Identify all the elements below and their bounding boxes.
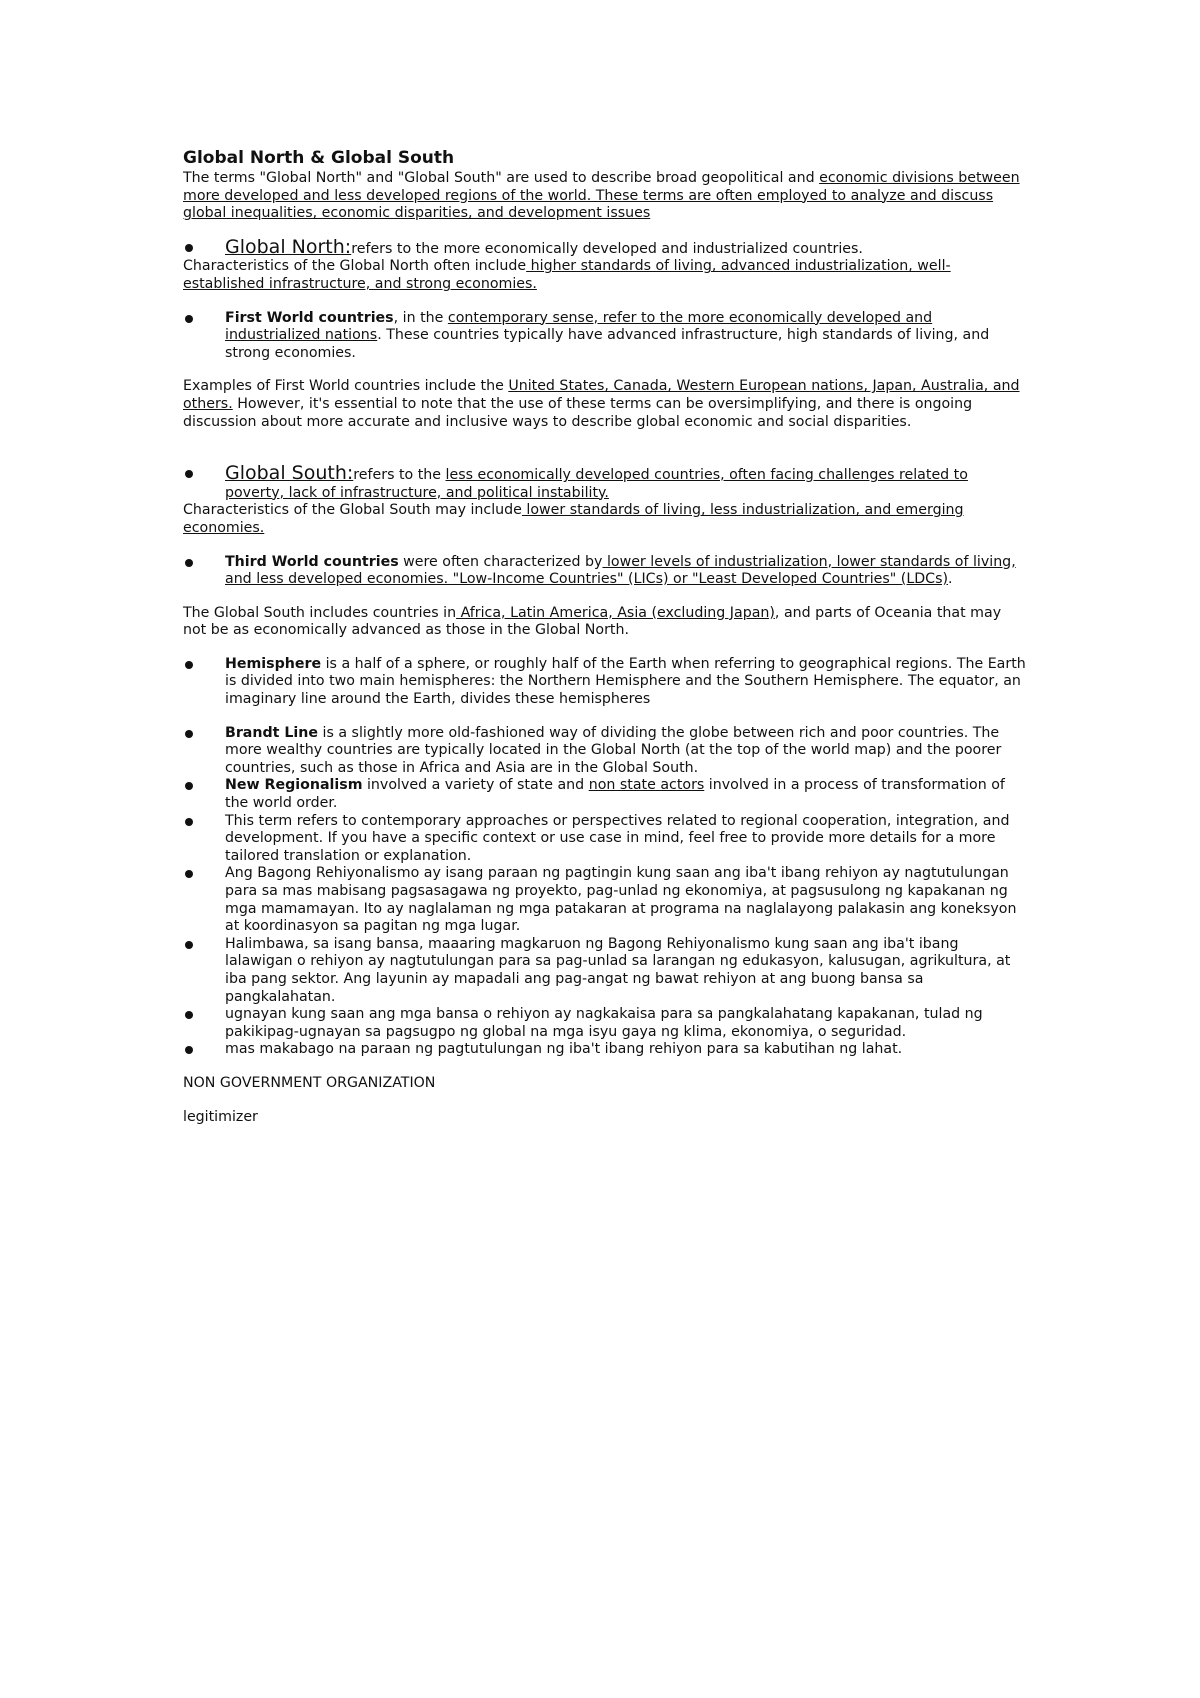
bullet-icon [185, 559, 193, 567]
bullet-icon [185, 818, 193, 826]
list-item-text: ugnayan kung saan ang mga bansa o rehiyon ay nagkakaisa para sa pangkalahatang kapakanan, tulad ng pakikipag-ugnayan sa pagsugpo ng global na mga isyu gaya ng klima, ekonomiya, o seguridad. [225, 1006, 983, 1040]
brandt-line-bullet [183, 725, 1028, 778]
new-regionalism-bullet [183, 777, 1028, 812]
examples-text-rest: However, it's essential to note that the use of these terms can be oversimplifying, and there is ongoing discussion about more accurate and inclusive ways to describe global economic and social disparities. [183, 395, 973, 430]
bullet-icon [185, 470, 193, 478]
first-world-bullet [183, 310, 1028, 363]
bullet-icon [185, 870, 193, 878]
global-south-underlined-text: less economically developed countries, often facing challenges related to poverty, lack of infrastructure, and political instability. [225, 467, 968, 501]
hemisphere-bullet [183, 656, 1028, 709]
list-item [183, 936, 1028, 1006]
third-world-text: were often characterized by [398, 553, 603, 570]
first-world-text: , in the [393, 309, 448, 326]
bullet-icon [185, 730, 193, 738]
hemisphere-term: Hemisphere [225, 655, 322, 672]
bullet-icon [185, 782, 193, 790]
south-includes-paragraph [183, 605, 1028, 640]
list-item-text: mas makabago na paraan ng pagtutulungan ng iba't ibang rehiyon para sa kabutihan ng lahat. [225, 1041, 903, 1058]
third-world-underlined-text: lower levels of industrialization, lower standards of living, and less developed economies. "Low-Income Countries" (LICs) or "Least Developed Countries" (LDCs) [225, 553, 1016, 588]
bullet-icon [185, 661, 193, 669]
characteristics-text: Characteristics of the Global North often include [183, 258, 527, 275]
legitimizer-text: legitimizer [183, 1108, 258, 1125]
brandt-line-term: Brandt Line [225, 724, 318, 741]
global-south-heading: Global South: [225, 462, 354, 485]
hemisphere-text: is a half of a sphere, or roughly half of the Earth when referring to geographical regions. The Earth is divided into two main hemispheres: the Northern Hemisphere and the Southern Hemisphere. The equator, an imaginary line around the Earth, divides these hemispheres [225, 655, 1026, 708]
bullet-icon [185, 1046, 193, 1054]
characteristics-underlined-text: lower standards of living, less industrialization, and emerging economies. [183, 502, 964, 536]
south-includes-text-rest: , and parts of Oceania that may not be as economically advanced as those in the Global North. [183, 604, 1002, 639]
global-south-characteristics [183, 502, 1028, 537]
global-north-heading: Global North: [225, 235, 352, 258]
third-world-bullet [183, 554, 1028, 589]
list-item [183, 1006, 1028, 1041]
characteristics-underlined-text: higher standards of living, advanced industrialization, well-established infrastructure, and strong economies. [183, 258, 951, 292]
global-north-bullet [183, 235, 1028, 259]
brandt-line-text: is a slightly more old-fashioned way of dividing the globe between rich and poor countries. The more wealthy countries are typically located in the Global North (at the top of the world map) and the poorer countries, such as those in Africa and Asia are in the Global South. [225, 724, 1002, 776]
document-title: Global North & Global South [183, 148, 455, 168]
first-world-underlined-text: contemporary sense, refer to the more economically developed and industrialized nations [225, 309, 933, 344]
list-item-text: Ang Bagong Rehiyonalismo ay isang paraan ng pagtingin kung saan ang iba't ibang rehiyon ay nagtutulungan para sa mas mabisang pagsasagawa ng proyekto, pag-unlad ng ekonomiya, at pagsusulong ng kapakanan ng mga mamamayan. Ito ay naglalaman ng mga patakaran at programa na naglalayong palakasin ang koneksyon at koordinasyon sa pagitan ng mga lugar. [225, 865, 1017, 935]
bullet-icon [185, 941, 193, 949]
examples-text: Examples of First World countries include the [183, 378, 509, 395]
first-world-text-rest: . These countries typically have advanced infrastructure, high standards of living, and strong economies. [225, 327, 990, 361]
global-north-definition: refers to the more economically developed and industrialized countries. [351, 240, 863, 257]
new-regionalism-text-rest: involved in a process of transformation of the world order. [225, 777, 1005, 812]
examples-underlined-text: United States, Canada, Western European nations, Japan, Australia, and others. [183, 378, 1020, 412]
list-item [183, 865, 1028, 935]
global-north-characteristics [183, 258, 1028, 293]
list-item-text: Halimbawa, sa isang bansa, maaaring magkaruon ng Bagong Rehiyonalismo kung saan ang iba't ibang lalawigan o rehiyon ay nagtutulungan para sa pag-unlad sa larangan ng edukasyon, kalusugan, agrikultura, at iba pang sektor. Ang layunin ay mapadali ang pag-angat ng bawat rehiyon at ang buong bansa sa pangkalahatan. [225, 935, 1011, 1005]
characteristics-text: Characteristics of the Global South may include [183, 502, 522, 519]
examples-paragraph [183, 378, 1028, 431]
first-world-term: First World countries [225, 309, 394, 326]
ngo-heading: NON GOVERNMENT ORGANIZATION [183, 1074, 436, 1091]
global-south-bullet [183, 462, 1028, 502]
third-world-term: Third World countries [225, 553, 399, 570]
intro-text: The terms "Global North" and "Global South" are used to describe broad geopolitical and [183, 170, 820, 186]
document-page [183, 148, 1028, 1126]
list-item [183, 1041, 1028, 1059]
list-item [183, 813, 1028, 866]
south-includes-text: The Global South includes countries in [183, 604, 457, 621]
global-south-definition: refers to the [353, 467, 446, 484]
bullet-icon [185, 315, 193, 323]
south-includes-underlined-text: Africa, Latin America, Asia (excluding Japan) [456, 604, 775, 621]
new-regionalism-underlined-text: non state actors [588, 777, 705, 794]
bullet-icon [185, 1011, 193, 1019]
third-world-text-rest: . [948, 571, 953, 588]
new-regionalism-text: involved a variety of state and [362, 777, 589, 794]
intro-underlined-text: economic divisions between more developed and less developed regions of the world. These terms are often employed to analyze and discuss global inequalities, economic disparities, and development issues [183, 170, 1020, 222]
bullet-icon [185, 244, 193, 252]
new-regionalism-term: New Regionalism [225, 777, 363, 794]
intro-paragraph [183, 170, 1028, 223]
list-item-text: This term refers to contemporary approaches or perspectives related to regional cooperation, integration, and development. If you have a specific context or use case in mind, feel free to provide more details for a more tailored translation or explanation. [225, 812, 1010, 864]
